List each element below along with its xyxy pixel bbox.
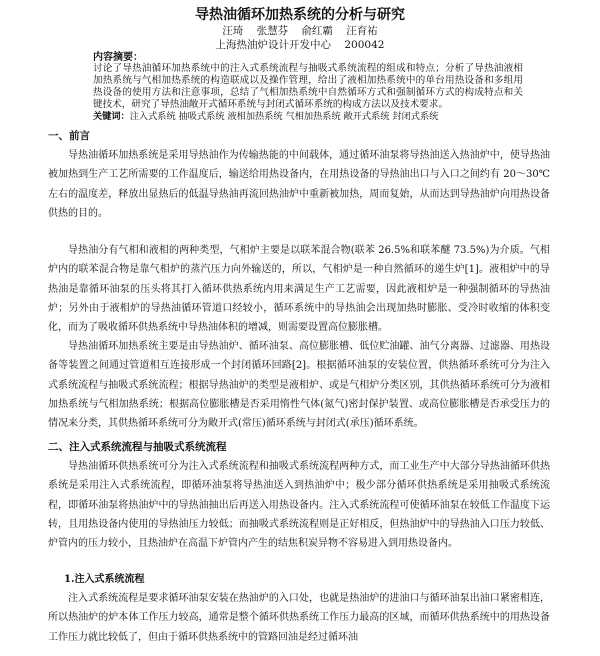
paragraph: 导热油循环加热系统是采用导热油作为传输热能的中间载体，通过循环油泵将导热油送入热油炉中，使导热油被加热到生产工艺所需要的工作温度后，输送给用热设备内，在用热设备的导热油出口与入口之间约有 20～30℃左右的温度差，释放出显热后的低温导热油再流回热油炉中重新被加热，周而复始，从而达到导热油炉向用热设备供热的目的。	[48, 150, 550, 219]
abstract-heading: 内容摘要：	[93, 52, 143, 63]
section-heading-flow: 二、注入式系统流程与抽吸式系统流程	[48, 441, 227, 453]
paper-authors: 汪琦 张慧芬 俞红霸 汪育祐	[222, 25, 378, 37]
paragraph: 导热油循环供热系统可分为注入式系统流程和抽吸式系统流程两种方式，而工业生产中大部分导热油循环供热系统是采用注入式系统流程，即循环油泵将导热油送入到热油炉中；极少部分循环供热系统是采用抽吸式系统流程，即循环油泵将热油炉中的导热油抽出后再送入用热设备内。注入式系统流程可使循环油泵在较低工作温度下运转，且用热设备内使用的导热油压力较低；而抽吸式系统流程则是正好相反，但热油炉中的导热油入口压力较低、炉管内的压力较小，且热油炉在高温下炉管内产生的结焦积炭异物不容易进入到用热设备内。	[48, 461, 550, 550]
paragraph: 导热油分有气相和液相的两种类型，气相炉主要是以联苯混合物(联苯 26.5%和联苯醚 73.5%)为介质。气相炉内的联苯混合物是靠气相炉的蒸汽压力向外输送的，所以，气相炉是一种自然循环的递生炉[1]。液相炉中的导热油是靠循环油泵的压头将其打入循环供热系统内用来满足生产工艺需要，因此液相炉是一种强制循环的导热油炉；另外由于液相炉的导热油循环管道口经较小，循环系统中的导热油会出现加热时膨胀、受冷时收缩的体积变化，而为了吸收循环供热系统中导热油体积的增减，则需要设置高位膨胀槽。	[48, 245, 550, 334]
paper-title: 导热油循环加热系统的分析与研究	[195, 7, 405, 23]
section-heading-intro: 一、前言	[48, 130, 90, 142]
keywords-label: 关键词：	[93, 111, 130, 122]
subsection-heading-injection: 1.注入式系统流程	[64, 574, 145, 585]
keywords-list: 注入式系统 抽吸式系统 液相加热系统 气相加热系统 敞开式系统 封闭式系统	[129, 111, 439, 122]
abstract-text: 讨论了导热油循环加热系统中的注入式系统流程与抽吸式系统流程的组成和特点；分析了导热油液相加热系统与气相加热系统的构造联成以及操作管理，给出了液相加热系统中的单台用热设备和多组用热设备的使用方法和注意事项，总结了气相加热系统中自然循环方式和强制循环方式的构成特点和关键技术，研究了导热油敞开式循环系统与封闭式循环系统的构成方法以及技术要求。	[93, 63, 523, 110]
paper-affiliation: 上海热油炉设计开发中心 200042	[215, 39, 385, 51]
keywords	[93, 111, 523, 123]
paragraph: 导热油循环加热系统主要是由导热油炉、循环油泵、高位膨胀槽、低位贮油罐、油气分离器、过滤器、用热设备等装置之间通过管道相互连接形成一个封闭循环回路[2]。根据循环油泵的安装位置，供热循环系统可分为注入式系统流程与抽吸式系统流程；根据导热油炉的类型是液相炉、或是气相炉分类区别，其供热循环系统可分为液相加热系统与气相加热系统；根据高位膨胀槽是否采用惰性气体(氮气)密封保护装置、或高位膨胀槽是否承受压力的情况来分类，其供热循环系统可分为敞开式(常压)循环系统与封闭式(承压)循环系统。	[48, 341, 550, 430]
paragraph: 注入式系统流程是要求循环油泵安装在热油炉的入口处，也就是热油炉的进油口与循环油泵出油口紧密相连，所以热油炉的炉本体工作压力较高，通常是整个循环供热系统工作压力最高的区域，而循环供热系统中的用热设备工作压力就比较低了，但由于循环供热系统中的管路回油是经过循环油	[48, 593, 550, 643]
